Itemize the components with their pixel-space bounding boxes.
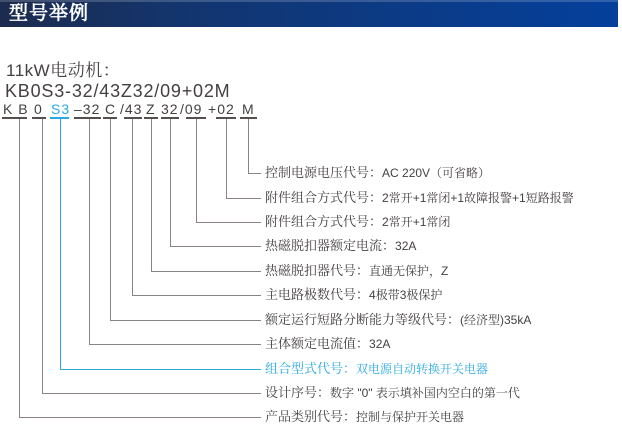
code-label-value: 4极带3极保护: [369, 288, 443, 302]
code-label-name: 热磁脱扣器额定电流：: [265, 238, 396, 253]
code-label-row: [265, 237, 416, 255]
branch-horizontal-line: [19, 417, 261, 418]
branch-vertical-line: [19, 119, 20, 418]
code-underline: [124, 117, 142, 119]
code-segment: [180, 102, 202, 117]
code-label-row: [265, 335, 390, 353]
code-segment-prefix: /: [180, 101, 185, 117]
code-label-value: 双电源自动转换开关电器: [356, 362, 489, 376]
branch-horizontal-line: [42, 393, 261, 394]
code-label-row: [265, 286, 442, 304]
code-segment: [120, 102, 142, 117]
code-segment-text: 02: [217, 101, 235, 117]
code-label-value: 控制与保护开关电器: [356, 410, 465, 424]
code-label-value: (经济型)35kA: [460, 313, 532, 327]
code-label-value: 数字 "0" 表示填补国内空白的第一代: [330, 386, 520, 400]
code-segment-text: C: [105, 101, 117, 117]
branch-vertical-line: [170, 119, 171, 247]
model-number-line: KB0S3-32/43Z32/09+02M: [5, 81, 231, 101]
branch-vertical-line: [248, 119, 249, 174]
branch-horizontal-line: [170, 246, 261, 247]
code-label-value: AC 220V（可省略）: [382, 166, 491, 180]
code-segment: [3, 102, 29, 117]
code-segment: [146, 102, 156, 117]
code-label-value: 32A: [395, 239, 417, 253]
branch-horizontal-line: [110, 320, 261, 321]
code-label-name: 组合型式代号：: [265, 361, 357, 376]
branch-horizontal-line: [248, 173, 261, 174]
branch-horizontal-line: [196, 222, 261, 223]
code-label-name: 设计序号：: [265, 385, 331, 400]
code-label-row: [265, 408, 464, 426]
code-label-value: 2常开+1常闭: [382, 215, 451, 229]
code-label-name: 附件组合方式代号：: [265, 190, 383, 205]
code-label-value: 直通无保护，Z: [369, 264, 449, 278]
section-title: 型号举例: [9, 3, 90, 24]
branch-horizontal-line: [60, 369, 261, 370]
code-label-value: 2常开+1常闭+1故障报警+1短路报警: [382, 191, 574, 205]
code-segment-text: M: [242, 101, 255, 117]
code-label-row: [265, 384, 520, 402]
code-underline: [32, 117, 46, 119]
code-label-row: [265, 262, 448, 280]
code-label-name: 热磁脱扣器代号：: [265, 263, 370, 278]
code-label-name: 主体额定电流值：: [265, 336, 370, 351]
code-segment-text: Z: [146, 101, 156, 117]
branch-vertical-line: [110, 119, 111, 321]
code-segment-text: S3: [51, 101, 71, 117]
branch-vertical-line: [196, 119, 197, 223]
code-segment-text: 0: [34, 101, 43, 117]
branch-vertical-line: [151, 119, 152, 272]
code-segment-text: 09: [184, 101, 203, 117]
code-underline: [74, 117, 101, 119]
branch-vertical-line: [132, 119, 133, 296]
code-segment-text: –32: [74, 101, 101, 117]
code-label-row: [265, 360, 488, 378]
code-segment: [161, 102, 179, 117]
section-header-bar: [0, 0, 618, 27]
code-label-name: 控制电源电压代号：: [265, 165, 383, 180]
branch-vertical-line: [89, 119, 90, 345]
code-segment-text: 43: [124, 101, 143, 117]
branch-vertical-line: [226, 119, 227, 199]
code-segment: [34, 102, 43, 117]
branch-horizontal-line: [89, 344, 261, 345]
code-label-name: 主电路极数代号：: [265, 287, 370, 302]
code-segment: [105, 102, 116, 117]
code-segment: [74, 102, 100, 117]
branch-horizontal-line: [151, 271, 261, 272]
code-segment-text: K B: [3, 101, 29, 117]
code-label-row: [265, 213, 450, 231]
code-label-name: 额定运行短路分断能力等级代号：: [265, 312, 461, 327]
code-segment-prefix: /: [120, 101, 125, 117]
motor-spec-line: 11kW电动机：: [6, 61, 121, 80]
branch-vertical-line: [60, 119, 61, 370]
code-segment: [208, 102, 235, 117]
code-label-name: 附件组合方式代号：: [265, 214, 383, 229]
branch-horizontal-line: [226, 198, 261, 199]
code-label-value: 32A: [369, 337, 391, 351]
code-segment: [51, 102, 70, 117]
branch-horizontal-line: [132, 295, 261, 296]
branch-vertical-line: [42, 119, 43, 394]
code-label-row: [265, 311, 531, 329]
code-underline: [2, 117, 27, 119]
code-segment: [242, 102, 255, 117]
code-segment-prefix: +: [208, 101, 218, 117]
code-segment-text: 32: [161, 101, 179, 117]
code-label-name: 产品类别代号：: [265, 409, 357, 424]
code-label-row: [265, 164, 490, 182]
code-label-row: [265, 189, 574, 207]
